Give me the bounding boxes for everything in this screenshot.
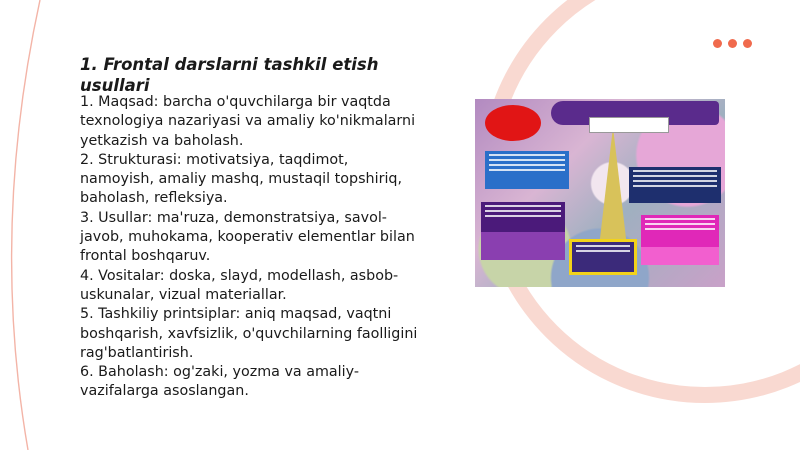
lilac-box: [481, 232, 565, 260]
left-arc: [12, 0, 40, 450]
slide-body: [80, 93, 425, 402]
purple-box: [481, 202, 565, 232]
dot: [713, 39, 722, 48]
yellow-framed-box: [569, 239, 637, 275]
pink-box: [641, 247, 719, 265]
white-bar: [589, 117, 669, 133]
dot: [743, 39, 752, 48]
navy-box: [629, 167, 721, 203]
infographic-image: [475, 99, 725, 287]
red-circle-label: [485, 105, 541, 141]
dot: [728, 39, 737, 48]
paragraph-1: 1. Maqsad: barcha o'quvchilarga bir vaqtda texnologiya nazariyasi va amaliy ko'nikmalarni yetkazish va baholash.: [80, 94, 416, 149]
spike-shape: [599, 127, 627, 247]
paragraph-3: 3. Usullar: ma'ruza, demonstratsiya, savol-javob, muhokama, kooperativ elementlar bilan frontal boshqaruv.: [80, 209, 415, 265]
paragraph-4: 4. Vositalar: doska, slayd, modellash, asbob-uskunalar, vizual materiallar.: [80, 267, 399, 303]
three-dots-icon[interactable]: [713, 39, 752, 48]
slide-title: 1. Frontal darslarni tashkil etish usullari: [80, 55, 379, 95]
paragraph-6: 6. Baholash: og'zaki, yozma va amaliy-vazifalarga asoslangan.: [80, 364, 359, 400]
paragraph-5: 5. Tashkiliy printsiplar: aniq maqsad, vaqtni boshqarish, xavfsizlik, o'quvchilarning faolligini rag'batlantirish.: [80, 306, 418, 361]
blue-box: [485, 151, 569, 189]
paragraph-2: 2. Strukturasi: motivatsiya, taqdimot, namoyish, amaliy mashq, mustaqil topshiriq, baholash, refleksiya.: [80, 151, 403, 207]
